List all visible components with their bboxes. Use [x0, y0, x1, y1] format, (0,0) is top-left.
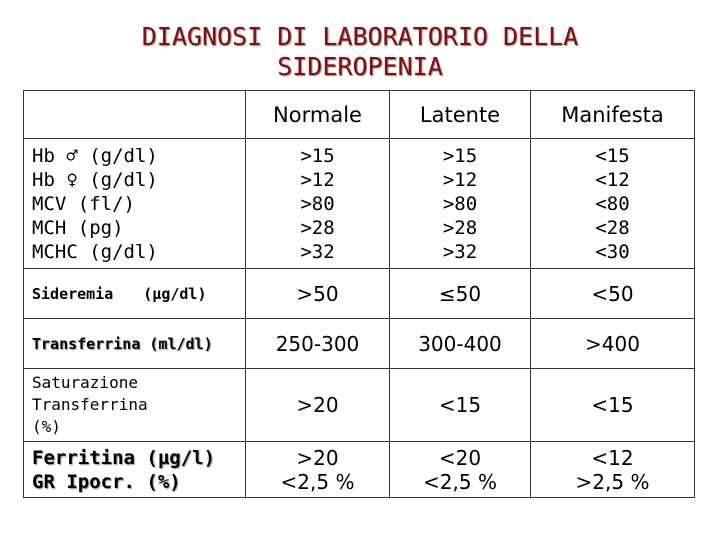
- ferritina-latente-cell: [390, 442, 531, 498]
- value-cell: <30: [595, 240, 630, 263]
- value-cell: >12: [442, 168, 478, 191]
- lab-table: [23, 90, 695, 498]
- value-cell: 300-400: [390, 319, 531, 369]
- label-mcv: MCV (fl/): [32, 192, 135, 215]
- indices-manifesta-cell: [531, 139, 695, 269]
- label-mch: MCH (pg): [32, 216, 124, 239]
- value-cell: <2,5 %: [423, 469, 497, 494]
- row-ferritina: [24, 442, 695, 498]
- label-ferritina: Ferritina (µg/l): [32, 446, 216, 469]
- value-cell: >32: [442, 240, 478, 263]
- ferritina-manifesta-cell: [531, 442, 695, 498]
- value-cell: 250-300: [246, 319, 390, 369]
- value-cell: >28: [300, 216, 335, 239]
- value-cell: <50: [531, 269, 695, 319]
- saturazione-label-cell: [24, 369, 246, 442]
- indices-latente-cell: [390, 139, 531, 269]
- value-cell: <15: [531, 369, 695, 442]
- header-empty-cell: [24, 91, 246, 139]
- label-percent: (%): [32, 417, 61, 436]
- value-cell: >28: [442, 216, 478, 239]
- value-cell: >80: [300, 192, 335, 215]
- value-cell: <12: [591, 445, 634, 470]
- value-cell: <2,5 %: [280, 469, 355, 494]
- value-cell: <15: [595, 144, 630, 167]
- value-cell: >20: [246, 369, 390, 442]
- ferritina-normale-cell: [246, 442, 390, 498]
- value-cell: >400: [531, 319, 695, 369]
- header-row: [24, 91, 695, 139]
- value-cell: <20: [438, 445, 482, 470]
- value-cell: >15: [442, 144, 478, 167]
- label-hb-male: Hb ♂ (g/dl): [32, 144, 158, 167]
- label-saturazione: Saturazione: [32, 373, 138, 392]
- value-cell: >12: [300, 168, 335, 191]
- row-indices: [24, 139, 695, 269]
- value-cell: >15: [300, 144, 335, 167]
- label-gr-ipocr: GR Ipocr. (%): [32, 470, 181, 493]
- value-cell: <15: [390, 369, 531, 442]
- value-cell: <28: [595, 216, 630, 239]
- value-cell: ≤50: [390, 269, 531, 319]
- label-transferrina: Transferrina (ml/dl): [24, 319, 246, 369]
- row-transferrina: [24, 319, 695, 369]
- header-latente: Latente: [390, 91, 531, 139]
- sideremia-label-cell: [24, 269, 246, 319]
- value-cell: >50: [246, 269, 390, 319]
- value-cell: <80: [595, 192, 630, 215]
- header-manifesta: Manifesta: [531, 91, 695, 139]
- value-cell: >80: [442, 192, 478, 215]
- value-cell: >20: [296, 445, 339, 470]
- title-line-1: DIAGNOSI DI LABORATORIO DELLA: [141, 22, 579, 51]
- page-title: [0, 22, 720, 82]
- label-mchc: MCHC (g/dl): [32, 240, 158, 263]
- label-sideremia-unit: (µg/dl): [143, 284, 207, 303]
- value-cell: >32: [300, 240, 335, 263]
- label-transferrina-2: Transferrina: [32, 395, 148, 414]
- label-sideremia: Sideremia: [32, 284, 114, 303]
- header-normale: Normale: [246, 91, 390, 139]
- indices-label-cell: [24, 139, 246, 269]
- label-hb-female: Hb ♀ (g/dl): [32, 168, 158, 191]
- value-cell: <12: [595, 168, 630, 191]
- ferritina-label-cell: [24, 442, 246, 498]
- title-line-2: SIDEROPENIA: [277, 52, 443, 81]
- indices-normale-cell: [246, 139, 390, 269]
- row-sideremia: [24, 269, 695, 319]
- value-cell: >2,5 %: [575, 469, 650, 494]
- row-saturazione: [24, 369, 695, 442]
